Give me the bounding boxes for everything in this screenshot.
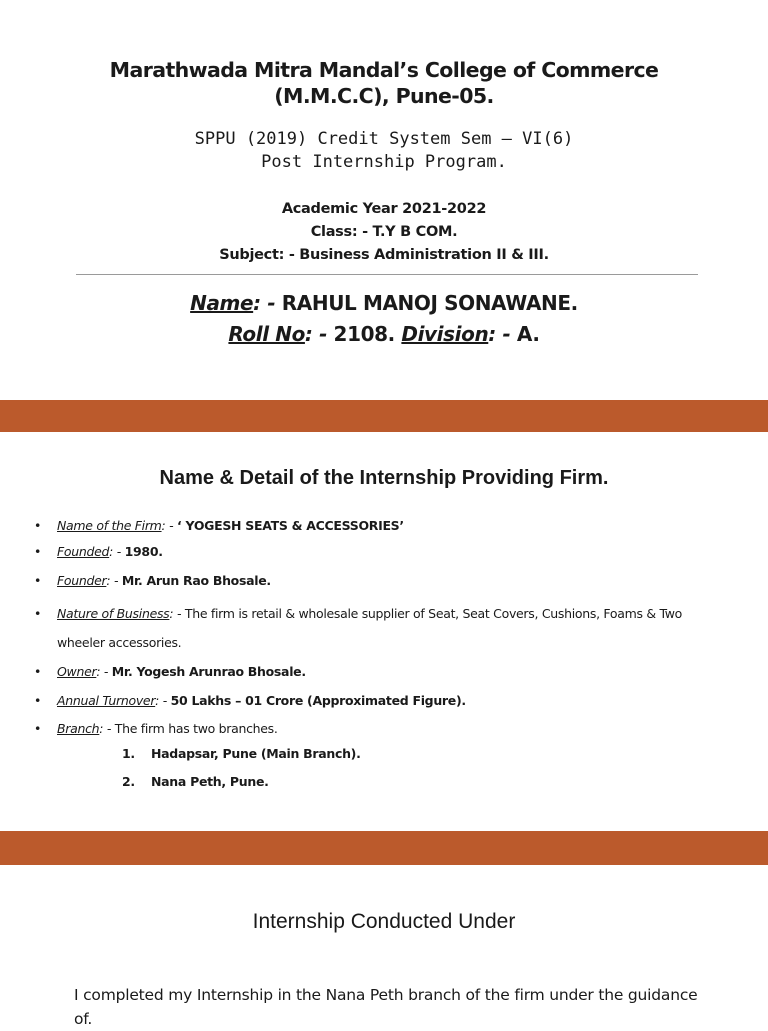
academic-info (0, 198, 768, 267)
internship-statement: I completed my Internship in the Nana Peth branch of the firm under the guidance of. (74, 986, 698, 1028)
bullet-icon: • (34, 573, 42, 588)
firm-name-label: Name of the Firm (57, 518, 162, 533)
branch-value: The firm has two branches. (114, 721, 278, 736)
program-line-2: Post Internship Program. (261, 152, 507, 172)
bullet-icon: • (34, 664, 42, 679)
turnover-value: 50 Lakhs – 01 Crore (Approximated Figure). (170, 693, 466, 708)
founder-value: Mr. Arun Rao Bhosale. (121, 573, 271, 588)
nature-label: Nature of Business (57, 606, 170, 621)
branch-label: Branch (57, 721, 100, 736)
bullet-icon: • (34, 544, 42, 559)
list-item (34, 657, 734, 686)
owner-separator: : - (96, 664, 112, 679)
founder-separator: : - (106, 573, 122, 588)
bullet-icon: • (34, 693, 42, 708)
horizontal-divider (76, 274, 698, 275)
firm-details-list (34, 514, 734, 742)
program-info (0, 128, 768, 174)
name-separator: : - (253, 291, 282, 315)
firm-section-heading: Name & Detail of the Internship Providing Firm. (159, 467, 609, 489)
branch-number: 2. (122, 774, 135, 789)
subject-line: Subject: - Business Administration II & III. (219, 247, 549, 263)
owner-value: Mr. Yogesh Arunrao Bhosale. (111, 664, 306, 679)
list-item (34, 599, 734, 657)
bullet-icon: • (34, 721, 42, 736)
slide-separator-band (0, 831, 768, 865)
college-abbr-line: (M.M.C.C), Pune-05. (274, 84, 494, 108)
nature-value: The firm is retail & wholesale supplier of Seat, Seat Covers, Cushions, Foams & Two wheeler accessories. (57, 606, 682, 650)
roll-separator: : - (304, 322, 334, 346)
firm-name-separator: : - (161, 518, 178, 533)
list-item (122, 772, 361, 800)
turnover-separator: : - (155, 693, 171, 708)
class-line: Class: - T.Y B COM. (310, 224, 458, 240)
list-item (34, 542, 734, 570)
division-label: Division (401, 322, 489, 346)
list-item (122, 744, 361, 772)
list-item (34, 714, 734, 742)
roll-label: Roll No (228, 322, 305, 346)
name-value: RAHUL MANOJ SONAWANE. (281, 291, 578, 315)
founder-label: Founder (57, 573, 107, 588)
founded-separator: : - (109, 544, 125, 559)
nature-separator: : - (169, 606, 185, 621)
slide-separator-band (0, 400, 768, 432)
branch-name: Hadapsar, Pune (Main Branch). (151, 746, 361, 761)
list-item (34, 686, 734, 714)
college-name-line: Marathwada Mitra Mandal’s College of Commerce (109, 58, 659, 82)
program-line-1: SPPU (2019) Credit System Sem – VI(6) (194, 129, 574, 149)
branch-name: Nana Peth, Pune. (151, 774, 269, 789)
list-item (34, 570, 734, 599)
name-label: Name (190, 291, 254, 315)
division-separator: : - (488, 322, 517, 346)
branch-separator: : - (99, 721, 115, 736)
student-name-line (0, 288, 768, 319)
owner-label: Owner (57, 664, 97, 679)
branch-list (122, 744, 361, 800)
title-slide (0, 0, 768, 400)
turnover-label: Annual Turnover (57, 693, 156, 708)
founded-value: 1980. (124, 544, 163, 559)
college-title (0, 57, 768, 109)
student-info (0, 288, 768, 350)
firm-name-value: ‘ YOGESH SEATS & ACCESSORIES’ (177, 518, 404, 533)
bullet-icon: • (34, 606, 42, 621)
bullet-icon: • (34, 518, 42, 533)
academic-year: Academic Year 2021-2022 (281, 201, 487, 217)
founded-label: Founded (57, 544, 110, 559)
roll-value: 2108. (333, 322, 395, 346)
division-value: A. (516, 322, 540, 346)
branch-number: 1. (122, 746, 135, 761)
roll-division-line (0, 319, 768, 350)
list-item (34, 514, 734, 542)
conducted-section-heading: Internship Conducted Under (252, 910, 516, 933)
